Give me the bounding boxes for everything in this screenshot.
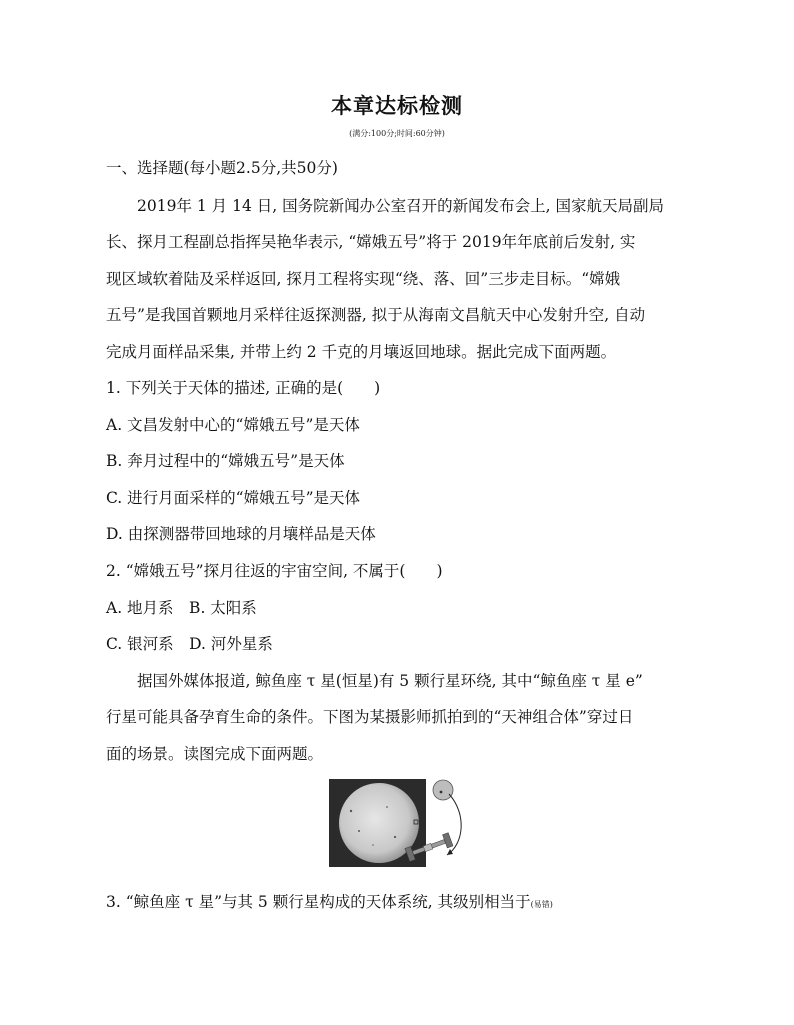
section-heading: 一、选择题(每小题2.5分,共50分) <box>106 159 338 177</box>
question-3-text: 3. “鲸鱼座 τ 星”与其 5 颗行星构成的天体系统, 其级别相当于 <box>106 893 531 911</box>
sun-transit-figure <box>329 779 465 867</box>
question-3-stem <box>106 892 553 915</box>
passage2-line: 面的场景。读图完成下面两题。 <box>106 745 324 763</box>
page-title: 本章达标检测 <box>331 94 463 118</box>
passage2-line: 据国外媒体报道, 鲸鱼座 τ 星(恒星)有 5 颗行星环绕, 其中“鲸鱼座 τ 星 e” <box>137 672 643 690</box>
passage1-line: 现区域软着陆及采样返回, 探月工程将实现“绕、落、回”三步走目标。“嫦娥 <box>106 270 621 288</box>
passage1-line: 长、探月工程副总指挥吴艳华表示, “嫦娥五号”将于 2019年年底前后发射, 实 <box>106 233 636 251</box>
question-1-stem: 1. 下列关于天体的描述, 正确的是( ) <box>106 379 381 397</box>
question-2-stem: 2. “嫦娥五号”探月往返的宇宙空间, 不属于( ) <box>106 562 443 580</box>
question-1-option-c: C. 进行月面采样的“嫦娥五号”是天体 <box>106 489 361 507</box>
question-1-option-a: A. 文昌发射中心的“嫦娥五号”是天体 <box>106 416 360 434</box>
question-2-options-row1: A. 地月系 B. 太阳系 <box>106 599 257 617</box>
passage2-line: 行星可能具备孕育生命的条件。下图为某摄影师抓拍到的“天神组合体”穿过日 <box>106 708 634 726</box>
score-time-note: (满分:100分;时间:60分钟) <box>349 129 445 138</box>
question-2-options-row2: C. 银河系 D. 河外星系 <box>106 635 273 653</box>
passage1-line: 2019年 1 月 14 日, 国务院新闻办公室召开的新闻发布会上, 国家航天局副局 <box>137 197 664 215</box>
question-1-option-d: D. 由探测器带回地球的月壤样品是天体 <box>106 525 376 543</box>
question-1-option-b: B. 奔月过程中的“嫦娥五号”是天体 <box>106 452 345 470</box>
error-prone-tag: (易错) <box>530 900 553 909</box>
passage1-line: 五号”是我国首颗地月采样往返探测器, 拟于从海南文昌航天中心发射升空, 自动 <box>106 306 646 324</box>
passage1-line: 完成月面样品采集, 并带上约 2 千克的月壤返回地球。据此完成下面两题。 <box>106 343 617 361</box>
